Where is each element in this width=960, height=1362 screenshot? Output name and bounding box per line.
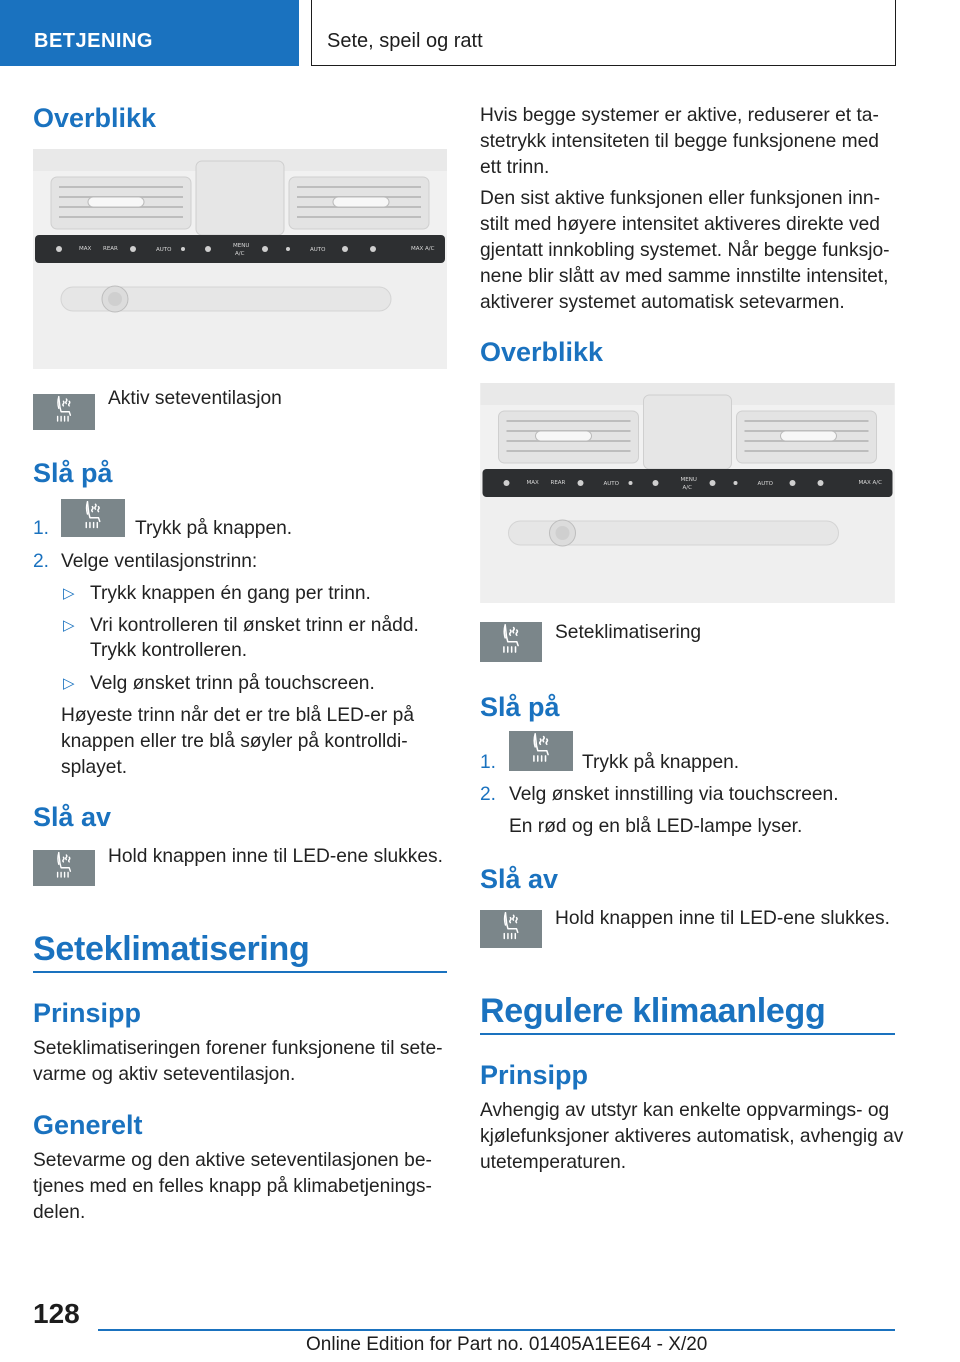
note-line: splayet. <box>61 757 128 778</box>
note-line: knappen eller tre blå søyler på kontrolldi- <box>61 731 408 752</box>
heading-rule <box>33 971 447 973</box>
step-number: 2. <box>480 784 497 805</box>
on-heading-right: Slå på <box>480 692 560 722</box>
principle-line: Avhengig av utstyr kan enkelte oppvarmings- og <box>480 1100 890 1121</box>
intro2-line: gjentatt innkobling systemet. Når begge funksjo- <box>480 240 890 261</box>
seat-climate-icon <box>480 622 542 662</box>
step-text: Velge ventilasjonstrinn: <box>61 551 258 572</box>
panel-auto-label: AUTO <box>603 481 619 487</box>
panel-max-label: MAX <box>526 480 539 486</box>
bullet-triangle: ▷ <box>63 617 75 634</box>
heading-rule <box>480 1033 895 1035</box>
overview-heading-left: Overblikk <box>33 103 157 133</box>
substep-text: Trykk knappen én gang per trinn. <box>90 583 371 604</box>
principle-line: utetemperaturen. <box>480 1152 627 1173</box>
seat-ventilation-icon-step <box>61 499 125 537</box>
seat-ventilation-icon-left <box>33 394 95 430</box>
principle-line: kjølefunksjoner aktiveres automatisk, avhengig av <box>480 1126 904 1147</box>
seat-fan-icon <box>61 499 125 537</box>
seat-climate-icon-step <box>509 731 573 771</box>
climate-panel-photo-right <box>480 383 895 603</box>
climate-panel-photo-left <box>33 149 447 369</box>
on-note-right: En rød og en blå LED-lampe lyser. <box>509 816 803 837</box>
climate-heading: Seteklimatisering <box>33 930 310 968</box>
intro2-line: Den sist aktive funksjonen eller funksjonen inn- <box>480 188 880 209</box>
seat-climate-icon-right <box>480 622 542 662</box>
general-line: Setevarme og den aktive seteventilasjonen be- <box>33 1150 432 1171</box>
overview-caption-left: Aktiv seteventilasjon <box>108 388 282 409</box>
seat-ventilation-icon-off <box>33 850 95 886</box>
off-heading-right: Slå av <box>480 864 559 894</box>
panel-ac-label: A/C <box>682 485 692 491</box>
step-number: 1. <box>480 752 497 773</box>
panel-menu-label: MENU <box>680 477 697 483</box>
seat-climate-icon <box>480 910 542 948</box>
intro-line: Hvis begge systemer er aktive, reduserer et ta- <box>480 105 879 126</box>
overview-heading-right: Overblikk <box>480 337 604 367</box>
page-header <box>0 0 960 66</box>
intro2-line: stilt med høyere intensitet aktiveres direkte ved <box>480 214 880 235</box>
step-text: Velg ønsket innstilling via touchscreen. <box>509 784 839 805</box>
general-line: tjenes med en felles knapp på klimabetjenings- <box>33 1176 432 1197</box>
substep-text: Trykk kontrolleren. <box>90 640 248 661</box>
panel-maxac-label: MAX A/C <box>411 246 435 252</box>
off-text-right: Hold knappen inne til LED-ene slukkes. <box>555 908 890 929</box>
step-text: Trykk på knappen. <box>582 752 740 773</box>
step-text: Trykk på knappen. <box>135 518 293 539</box>
principle-heading-left: Prinsipp <box>33 998 142 1028</box>
off-text-left: Hold knappen inne til LED-ene slukkes. <box>108 846 443 867</box>
intro-line: stetrykk intensiteten til begge funksjonene med <box>480 131 879 152</box>
note-line: Høyeste trinn når det er tre blå LED-er på <box>61 705 414 726</box>
chapter-tab: Sete, speil og ratt <box>311 0 896 66</box>
panel-menu-label: MENU <box>233 243 250 249</box>
intro-line: ett trinn. <box>480 157 550 178</box>
on-heading-left: Slå på <box>33 458 113 488</box>
step-number: 1. <box>33 518 50 539</box>
panel-rear-label: REAR <box>550 480 566 486</box>
overview-caption-right: Seteklimatisering <box>555 622 702 643</box>
panel-auto-label: AUTO <box>156 247 172 253</box>
seat-fan-icon <box>33 850 95 886</box>
panel-auto-label-2: AUTO <box>757 481 773 487</box>
footer-rule <box>98 1329 895 1331</box>
page-number: 128 <box>33 1298 80 1329</box>
step-number: 2. <box>33 551 50 572</box>
regulate-climate-heading: Regulere klimaanlegg <box>480 992 826 1030</box>
principle-line: Seteklimatiseringen forener funksjonene til sete- <box>33 1038 443 1059</box>
section-tab: BETJENING <box>0 0 299 66</box>
panel-auto-label-2: AUTO <box>310 247 326 253</box>
bullet-triangle: ▷ <box>63 675 75 692</box>
panel-ac-label: A/C <box>235 251 245 257</box>
principle-line: varme og aktiv seteventilasjon. <box>33 1064 296 1085</box>
off-heading-left: Slå av <box>33 802 112 832</box>
intro2-line: aktiverer systemet automatisk setevarmen. <box>480 292 845 313</box>
panel-rear-label: REAR <box>103 246 118 252</box>
edition-text: Online Edition for Part no. 01405A1EE64 - X/20 <box>306 1334 708 1355</box>
general-line: delen. <box>33 1202 86 1223</box>
panel-max-label: MAX <box>79 246 92 252</box>
seat-climate-icon-off <box>480 910 542 948</box>
seat-climate-icon <box>509 731 573 771</box>
seat-fan-icon <box>33 394 95 430</box>
principle-heading-right: Prinsipp <box>480 1060 589 1090</box>
panel-maxac-label: MAX A/C <box>858 480 882 486</box>
substep-text: Velg ønsket trinn på touchscreen. <box>90 673 375 694</box>
substep-text: Vri kontrolleren til ønsket trinn er nådd. <box>90 615 419 636</box>
intro2-line: nene blir slått av med samme innstilte intensitet, <box>480 266 889 287</box>
general-heading: Generelt <box>33 1110 143 1140</box>
bullet-triangle: ▷ <box>63 585 75 602</box>
